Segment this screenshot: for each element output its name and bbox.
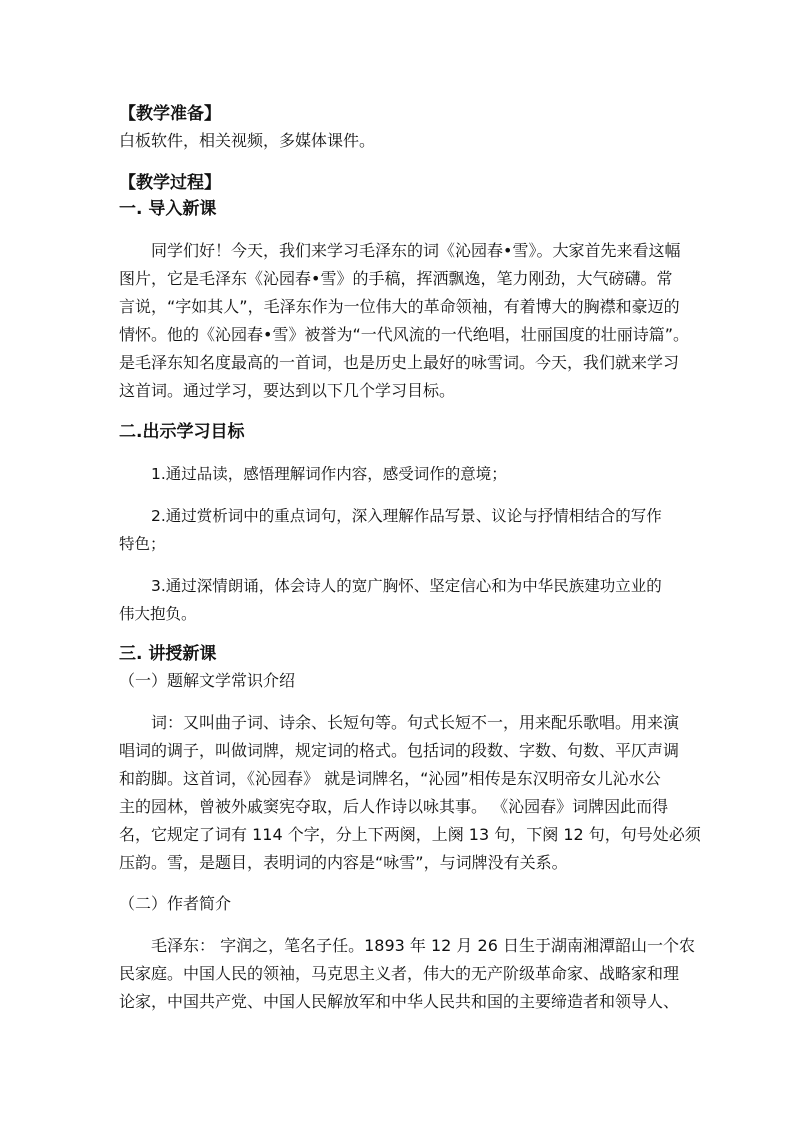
paragraph-line: 唱词的调子，叫做词牌，规定词的格式。包括词的段数、字数、句数、平仄声调 — [119, 741, 680, 760]
paragraph-line: 和韵脚。这首词，《沁园春》 就是词牌名，“沁园”相传是东汉明帝女儿沁水公 — [119, 769, 661, 788]
paragraph-line: 压韵。雪，是题目，表明词的内容是“咏雪”，与词牌没有关系。 — [119, 853, 568, 872]
paragraph-line: 论家，中国共产党、中国人民解放军和中华人民共和国的主要缔造者和领导人、 — [119, 992, 680, 1011]
paragraph-line: 言说，“字如其人”，毛泽东作为一位伟大的革命领袖，有着博大的胸襟和豪迈的 — [119, 297, 680, 316]
paragraph-line: 同学们好！今天，我们来学习毛泽东的词《沁园春•雪》。大家首先来看这幅 — [151, 241, 681, 260]
paragraph-line: 民家庭。中国人民的领袖，马克思主义者，伟大的无产阶级革命家、战略家和理 — [119, 964, 680, 983]
paragraph-line: 是毛泽东知名度最高的一首词，也是历史上最好的咏雪词。今天，我们就来学习 — [119, 353, 680, 372]
paragraph-line: 主的园林，曾被外戚窦宪夺取，后人作诗以咏其事。 《沁园春》词牌因此而得 — [119, 797, 669, 816]
goal-3: 3.通过深情朗诵，体会诗人的宽广胸怀、坚定信心和为中华民族建功立业的 — [151, 577, 662, 595]
prep-heading: 【教学准备】 — [119, 104, 221, 124]
paragraph-line: 情怀。他的《沁园春•雪》被誉为“一代风流的一代绝唱，壮丽国度的壮丽诗篇”。 — [119, 325, 690, 344]
section2-heading: 二.出示学习目标 — [119, 422, 245, 442]
goal-2: 2.通过赏析词中的重点词句，深入理解作品写景、议论与抒情相结合的写作 — [151, 507, 662, 525]
prep-text: 白板软件，相关视频，多媒体课件。 — [119, 131, 376, 150]
goal-3-cont: 伟大抱负。 — [119, 605, 197, 623]
process-heading: 【教学过程】 — [119, 173, 221, 193]
paragraph-line: 这首词。通过学习，要达到以下几个学习目标。 — [119, 381, 456, 400]
section1-heading: 一. 导入新课 — [119, 199, 217, 219]
goal-1: 1.通过品读，感悟理解词作内容，感受词作的意境； — [151, 465, 507, 483]
goal-2-cont: 特色； — [119, 535, 166, 553]
paragraph-line: 名，它规定了词有 114 个字，分上下两阕，上阕 13 句，下阕 12 句，句号处必须 — [119, 825, 701, 844]
paragraph-line: 毛泽东： 字润之，笔名子任。1893 年 12 月 26 日生于湖南湘潭韶山一个农 — [151, 936, 695, 955]
subsection-1-title: （一）题解文学常识介绍 — [119, 671, 296, 690]
paragraph-line: 词：又叫曲子词、诗余、长短句等。句式长短不一，用来配乐歌唱。用来演 — [151, 713, 680, 732]
section3-heading: 三. 讲授新课 — [119, 644, 217, 664]
paragraph-line: 图片，它是毛泽东《沁园春•雪》的手稿，挥洒飘逸，笔力刚劲，大气磅礴。常 — [119, 269, 673, 288]
subsection-2-title: （二）作者简介 — [119, 894, 232, 913]
